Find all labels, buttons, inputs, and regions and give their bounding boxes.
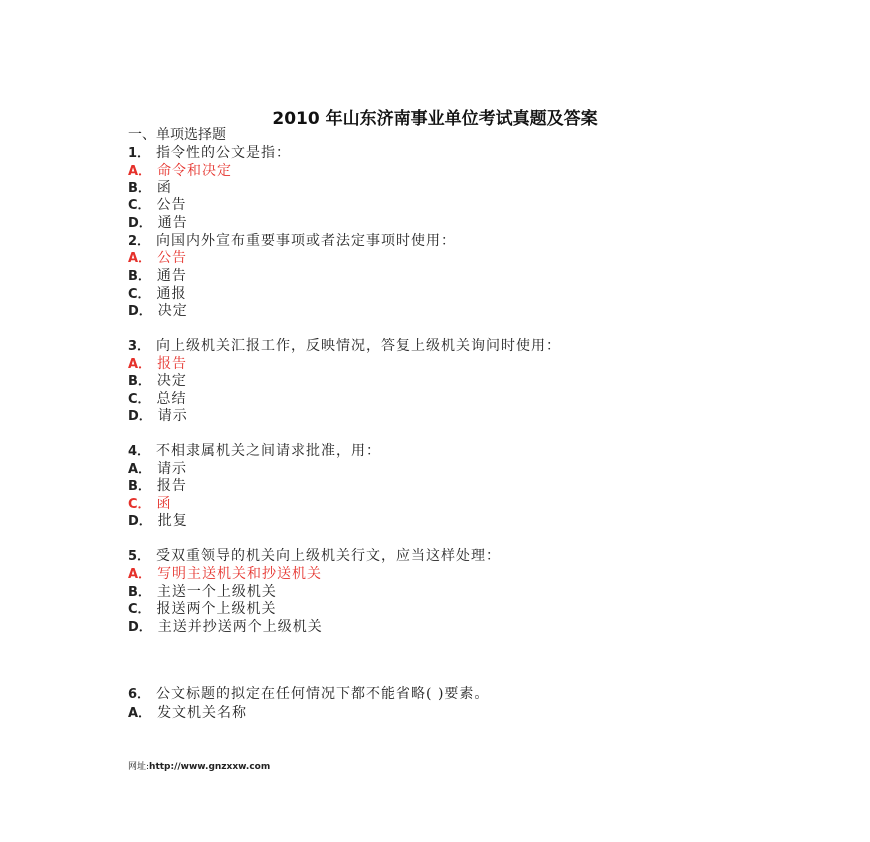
option-text: 报告 — [156, 478, 187, 494]
question-5 — [128, 547, 501, 565]
option-1a-correct — [128, 162, 232, 180]
option-text: 通告 — [156, 268, 187, 284]
option-letter: C． — [128, 287, 151, 302]
option-text: 公告 — [156, 197, 187, 213]
question-number: 3． — [128, 339, 151, 354]
option-letter: A． — [128, 357, 152, 372]
option-text: 主送并抄送两个上级机关 — [157, 619, 323, 635]
option-text: 总结 — [156, 391, 187, 407]
option-letter: B． — [128, 585, 151, 600]
option-letter: A． — [128, 251, 152, 266]
option-2c — [128, 285, 187, 303]
section-heading: 一、单项选择题 — [128, 127, 226, 143]
option-text: 函 — [156, 180, 172, 196]
option-2b — [128, 267, 187, 285]
footer-url[interactable]: http://www.gnzxxw.com — [149, 762, 271, 772]
option-3a-correct — [128, 355, 187, 373]
option-letter: A． — [128, 462, 152, 477]
option-letter: D． — [128, 216, 152, 231]
option-text: 报送两个上级机关 — [156, 601, 277, 617]
option-letter: B． — [128, 269, 151, 284]
option-letter: C． — [128, 497, 151, 512]
option-4c-correct — [128, 495, 172, 513]
question-2 — [128, 232, 456, 250]
option-letter: B． — [128, 181, 151, 196]
footer-website — [128, 759, 270, 772]
question-number: 2． — [128, 234, 151, 249]
option-5c — [128, 600, 277, 618]
question-1 — [128, 144, 291, 162]
option-letter: C． — [128, 602, 151, 617]
option-letter: A． — [128, 567, 152, 582]
option-3c — [128, 390, 187, 408]
question-number: 4． — [128, 444, 151, 459]
option-text: 批复 — [157, 513, 188, 529]
option-3b — [128, 372, 187, 390]
option-letter: D． — [128, 304, 152, 319]
question-text: 公文标题的拟定在任何情况下都不能省略( )要素。 — [156, 686, 490, 702]
option-text: 通告 — [157, 215, 188, 231]
option-5b — [128, 583, 277, 601]
option-text: 请示 — [157, 408, 188, 424]
option-4a — [128, 460, 187, 478]
question-text: 不相隶属机关之间请求批准，用： — [156, 443, 382, 459]
option-letter: B． — [128, 479, 151, 494]
option-letter: A． — [128, 706, 152, 721]
option-5a-correct — [128, 565, 322, 583]
document-title: 2010 年山东济南事业单位考试真题及答案 — [272, 109, 598, 129]
question-text: 指令性的公文是指： — [156, 145, 292, 161]
option-2d — [128, 302, 188, 320]
question-number: 5． — [128, 549, 151, 564]
question-4 — [128, 442, 381, 460]
option-letter: D． — [128, 514, 152, 529]
option-text: 决定 — [156, 373, 187, 389]
question-number: 1． — [128, 146, 151, 161]
option-4d — [128, 512, 188, 530]
option-5d — [128, 618, 323, 636]
option-text: 主送一个上级机关 — [156, 584, 277, 600]
option-letter: C． — [128, 392, 151, 407]
option-text: 请示 — [157, 461, 188, 477]
question-text: 受双重领导的机关向上级机关行文，应当这样处理： — [156, 548, 502, 564]
option-letter: B． — [128, 374, 151, 389]
question-number: 6． — [128, 687, 151, 702]
option-text: 报告 — [157, 356, 188, 372]
option-letter: D． — [128, 620, 152, 635]
option-1d — [128, 214, 188, 232]
option-text: 命令和决定 — [157, 163, 233, 179]
option-2a-correct — [128, 249, 187, 267]
option-text: 通报 — [156, 286, 187, 302]
footer-label: 网址: — [128, 762, 150, 772]
option-4b — [128, 477, 187, 495]
option-1b — [128, 179, 172, 197]
option-text: 公告 — [157, 250, 188, 266]
option-6a — [128, 704, 247, 722]
option-letter: A． — [128, 164, 152, 179]
option-3d — [128, 407, 188, 425]
question-text: 向上级机关汇报工作，反映情况，答复上级机关询问时使用： — [156, 338, 562, 354]
option-text: 发文机关名称 — [157, 705, 248, 721]
question-text: 向国内外宣布重要事项或者法定事项时使用： — [156, 233, 457, 249]
option-letter: D． — [128, 409, 152, 424]
option-1c — [128, 196, 187, 214]
option-text: 写明主送机关和抄送机关 — [157, 566, 323, 582]
option-text: 决定 — [157, 303, 188, 319]
option-text: 函 — [156, 496, 172, 512]
question-6 — [128, 685, 489, 703]
question-3 — [128, 337, 561, 355]
option-letter: C． — [128, 198, 151, 213]
